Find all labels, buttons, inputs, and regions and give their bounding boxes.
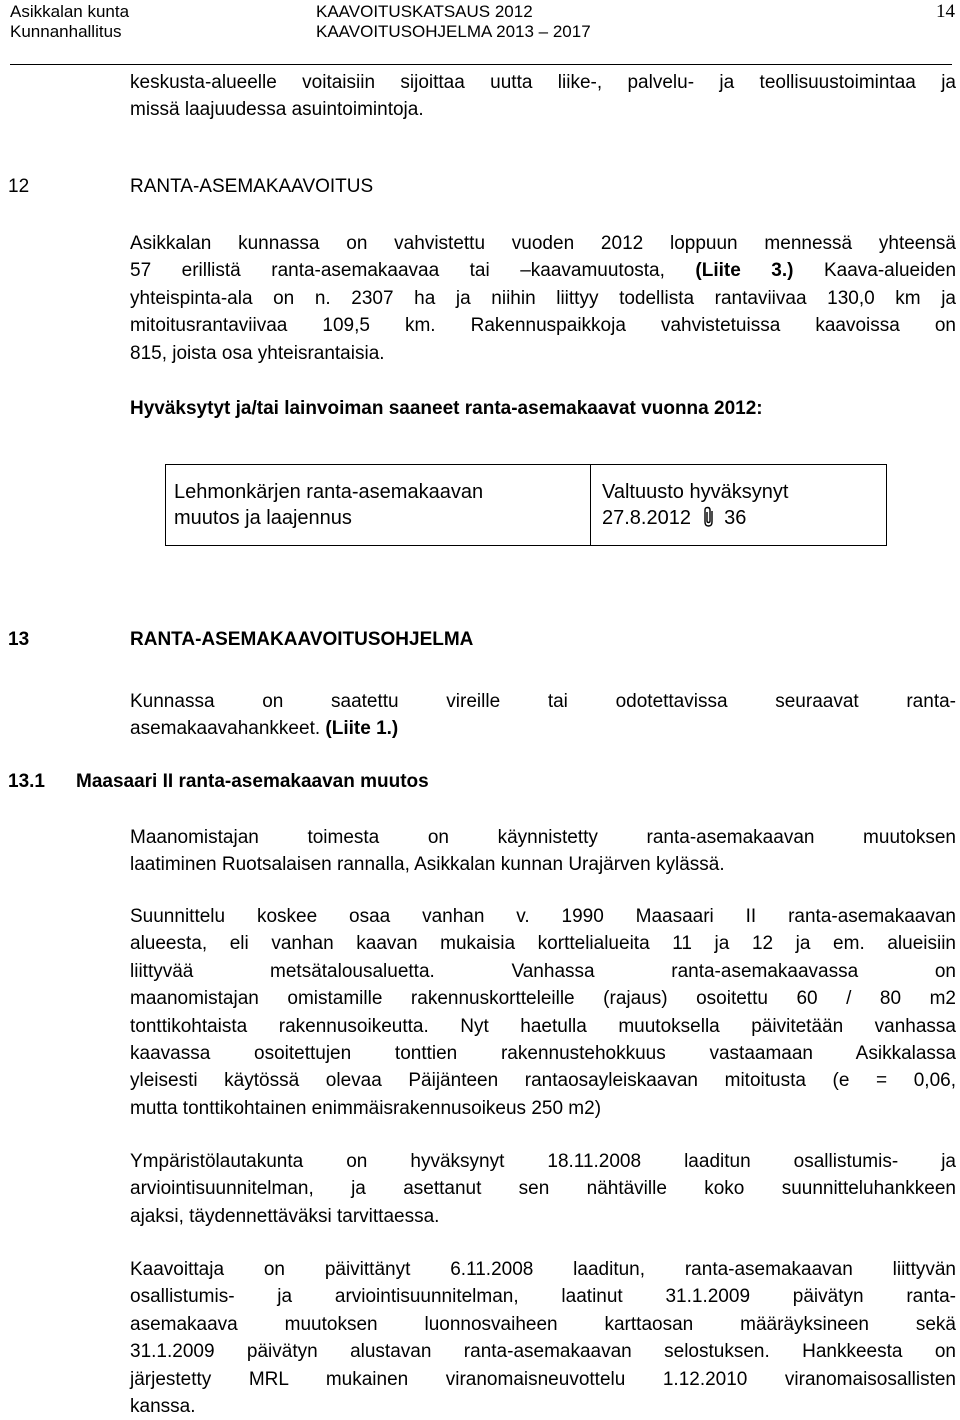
text-line: Kunnassa on saatettu vireille tai odotettavissa seuraavat ranta-	[130, 691, 956, 712]
section-12-title: RANTA-ASEMAKAAVOITUS	[130, 176, 374, 197]
text-line: alueesta, eli vanhan kaavan mukaisia korttelialueita 11 ja 12 ja em. alueisiin	[130, 933, 956, 955]
table-divider	[590, 465, 591, 545]
text-line: arviointisuunnitelman, ja asettanut sen nähtäville koko suunnitteluhankkeen	[130, 1178, 956, 1200]
text-line: maanomistajan omistamille rakennuskortteleille (rajaus) osoitettu 60 / 80 m2	[130, 988, 956, 1010]
section-13-1-number: 13.1	[8, 771, 45, 792]
text-line: osallistumis- ja arviointisuunnitelman, laatinut 31.1.2009 päivätyn ranta-	[130, 1286, 956, 1308]
text-line: mutta tonttikohtainen enimmäisrakennusoikeus 250 m2)	[130, 1097, 602, 1119]
text-line: yleisesti käytössä olevaa Päijänteen rantaosayleiskaavan mitoitusta (e = 0,06,	[130, 1070, 956, 1092]
header-rule	[10, 64, 952, 65]
section-13-1-paragraph-3	[130, 1148, 956, 1230]
intro-paragraph	[130, 69, 956, 124]
text-line: asemakaava muutoksen luonnosvaiheen karttaosan määräyksineen sekä	[130, 1313, 956, 1335]
text-line: yhteispinta-ala on n. 2307 ha ja niihin liittyy todellista rantaviivaa 130,0 km ja	[130, 287, 956, 309]
text-line: 815, joista osa yhteisrantaisia.	[130, 342, 385, 364]
text-line: missä laajuudessa asuintoimintoja.	[130, 99, 424, 121]
appendix-3-ref: (Liite 3.)	[695, 260, 794, 282]
section-13-title: RANTA-ASEMAKAAVOITUSOHJELMA	[130, 629, 474, 650]
plan-name-line: Lehmonkärjen ranta-asemakaavan	[174, 481, 484, 503]
text-fragment: 57 erillistä ranta-asemakaavaa tai –kaavamuutosta,	[130, 260, 665, 282]
text-line: Asikkalan kunnassa on vahvistettu vuoden 2012 loppuun mennessä yhteensä	[130, 233, 956, 254]
text-line: Ympäristölautakunta on hyväksynyt 18.11.2008 laaditun osallistumis- ja	[130, 1151, 956, 1172]
text-line: Maanomistajan toimesta on käynnistetty ranta-asemakaavan muutoksen	[130, 827, 956, 848]
section-13-number: 13	[8, 629, 30, 650]
plan-date-line	[602, 505, 882, 531]
header-center	[316, 2, 591, 42]
text-line: tonttikohtaista rakennusoikeutta. Nyt haetulla muutoksella päivitetään vanhassa	[130, 1015, 956, 1037]
text-line	[130, 257, 956, 284]
text-line: keskusta-alueelle voitaisiin sijoittaa uutta liike-, palvelu- ja teollisuustoimintaa ja	[130, 72, 956, 93]
plan-count: 36	[724, 507, 747, 529]
approved-plans-heading: Hyväksytyt ja/tai lainvoiman saaneet ranta-asemakaavat vuonna 2012:	[130, 398, 763, 419]
text-line: liittyvää metsätalousaluetta. Vanhassa ranta-asemakaavassa on	[130, 960, 956, 982]
approved-plans-table	[165, 464, 887, 546]
plan-status-cell	[602, 479, 882, 531]
section-13-1-paragraph-2	[130, 903, 956, 1122]
plan-name-cell	[174, 479, 584, 531]
text-line	[130, 715, 956, 742]
appendix-1-ref: (Liite 1.)	[325, 718, 399, 740]
section-12-number: 12	[8, 176, 30, 197]
text-fragment: asemakaavahankkeet.	[130, 718, 321, 740]
plan-status: Valtuusto hyväksynyt	[602, 481, 789, 503]
section-13-1-paragraph-4	[130, 1256, 956, 1420]
text-line: Suunnittelu koskee osaa vanhan v. 1990 Maasaari II ranta-asemakaavan	[130, 906, 956, 927]
page-number: 14	[936, 1, 955, 22]
text-line: mitoitusrantaviivaa 109,5 km. Rakennuspaikkoja vahvistetuissa kaavoissa on	[130, 315, 956, 337]
text-line: ajaksi, täydennettäväksi tarvittaessa.	[130, 1205, 440, 1227]
header-program-title: KAAVOITUSOHJELMA 2013 – 2017	[316, 22, 591, 41]
text-line: laatiminen Ruotsalaisen rannalla, Asikkalan kunnan Urajärven kylässä.	[130, 854, 725, 876]
header-report-title: KAAVOITUSKATSAUS 2012	[316, 2, 533, 21]
header-board: Kunnanhallitus	[10, 22, 122, 41]
plan-name-line: muutos ja laajennus	[174, 507, 352, 529]
header-municipality: Asikkalan kunta	[10, 2, 130, 21]
text-line: 31.1.2009 päivätyn alustavan ranta-asemakaavan selostuksen. Hankkeesta on	[130, 1341, 956, 1363]
plan-date: 27.8.2012	[602, 507, 691, 529]
section-12-paragraph	[130, 230, 956, 367]
header-left	[10, 2, 129, 42]
paperclip-icon	[701, 506, 717, 528]
section-13-paragraph	[130, 688, 956, 743]
text-line: järjestetty MRL mukainen viranomaisneuvottelu 1.12.2010 viranomaisosallisten	[130, 1368, 956, 1390]
text-line: Kaavoittaja on päivittänyt 6.11.2008 laaditun, ranta-asemakaavan liittyvän	[130, 1259, 956, 1280]
text-fragment: Kaava-alueiden	[823, 260, 957, 282]
section-13-1-paragraph-1	[130, 824, 956, 879]
section-13-1-title: Maasaari II ranta-asemakaavan muutos	[76, 771, 429, 792]
text-line: kanssa.	[130, 1396, 196, 1418]
text-line: kaavassa osoitettujen tonttien rakennustehokkuus vastaamaan Asikkalassa	[130, 1043, 956, 1065]
